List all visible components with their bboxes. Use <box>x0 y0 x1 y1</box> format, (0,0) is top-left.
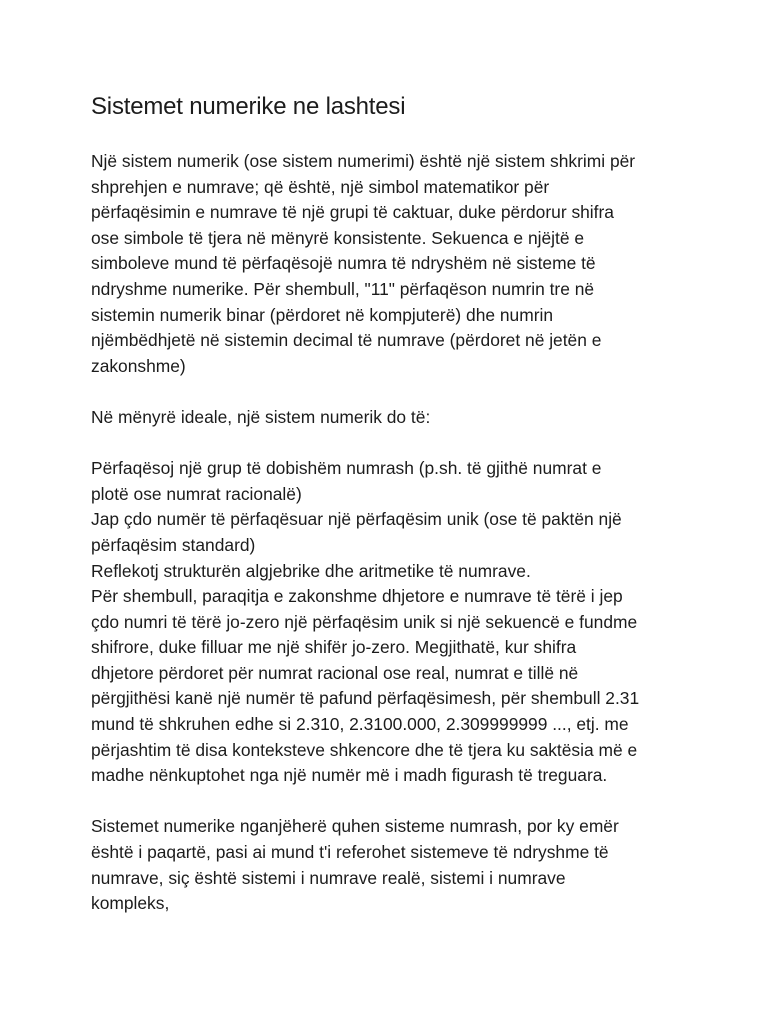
text-line: Një sistem numerik (ose sistem numerimi) është një sistem shkrimi për <box>91 151 636 171</box>
text-line: ndryshme numerike. Për shembull, "11" përfaqëson numrin tre në <box>91 278 595 299</box>
text-line: Për shembull, paraqitja e zakonshme dhjetore e numrave të tërë i jep <box>91 586 623 607</box>
text-line: Reflekotj strukturën algjebrike dhe aritmetike të numrave. <box>91 560 531 581</box>
text-line: shifrore, duke filluar me një shifër jo-zero. Megjithatë, kur shifra <box>91 637 577 658</box>
text-line: përfaqësimin e numrave të një grupi të caktuar, duke përdorur shifra <box>91 202 614 223</box>
text-line: simboleve mund të përfaqësojë numra të ndryshëm në sisteme të <box>91 253 596 274</box>
text-line: sistemin numerik binar (përdoret në kompjuterë) dhe numrin <box>91 304 554 325</box>
text-line: përfaqësim standard) <box>91 534 256 555</box>
paragraph-ideal <box>91 405 688 431</box>
text-line: plotë ose numrat racionalë) <box>91 483 302 504</box>
text-line: është i paqartë, pasi ai mund t'i referohet sistemeve të ndryshme të <box>91 842 609 863</box>
text-line: mund të shkruhen edhe si 2.310, 2.3100.000, 2.309999999 ..., etj. me <box>91 714 629 735</box>
paragraph-intro <box>91 149 688 379</box>
text-line: dhjetore përdoret për numrat racional ose real, numrat e tillë në <box>91 662 579 683</box>
paragraph-properties <box>91 456 688 789</box>
text-line: Jap çdo numër të përfaqësuar një përfaqësim unik (ose të paktën një <box>91 509 622 530</box>
text-line: ose simbole të tjera në mënyrë konsistente. Sekuenca e njëjtë e <box>91 227 585 248</box>
text-line: përjashtim të disa konteksteve shkencore dhe të tjera ku saktësia më e <box>91 739 638 760</box>
text-line: shprehjen e numrave; që është, një simbol matematikor për <box>91 176 550 197</box>
text-line: madhe nënkuptohet nga një numër më i madh figurash të treguara. <box>91 765 608 786</box>
document-title: Sistemet numerike ne lashtesi <box>91 93 406 120</box>
text-line: Sistemet numerike nganjëherë quhen sisteme numrash, por ky emër <box>91 816 619 837</box>
text-line: numrave, siç është sistemi i numrave realë, sistemi i numrave <box>91 867 566 888</box>
text-line: zakonshme) <box>91 355 186 376</box>
text-line: Në mënyrë ideale, një sistem numerik do të: <box>91 406 431 427</box>
text-line: kompleks, <box>91 893 170 914</box>
text-line: Përfaqësoj një grup të dobishëm numrash (p.sh. të gjithë numrat e <box>91 458 602 479</box>
text-line: çdo numri të tërë jo-zero një përfaqësim unik si një sekuencë e fundme <box>91 611 638 632</box>
text-line: njëmbëdhjetë në sistemin decimal të numrave (përdoret në jetën e <box>91 330 602 351</box>
paragraph-names <box>91 814 688 916</box>
text-line: përgjithësi kanë një numër të pafund përfaqësimesh, për shembull 2.31 <box>91 688 640 709</box>
